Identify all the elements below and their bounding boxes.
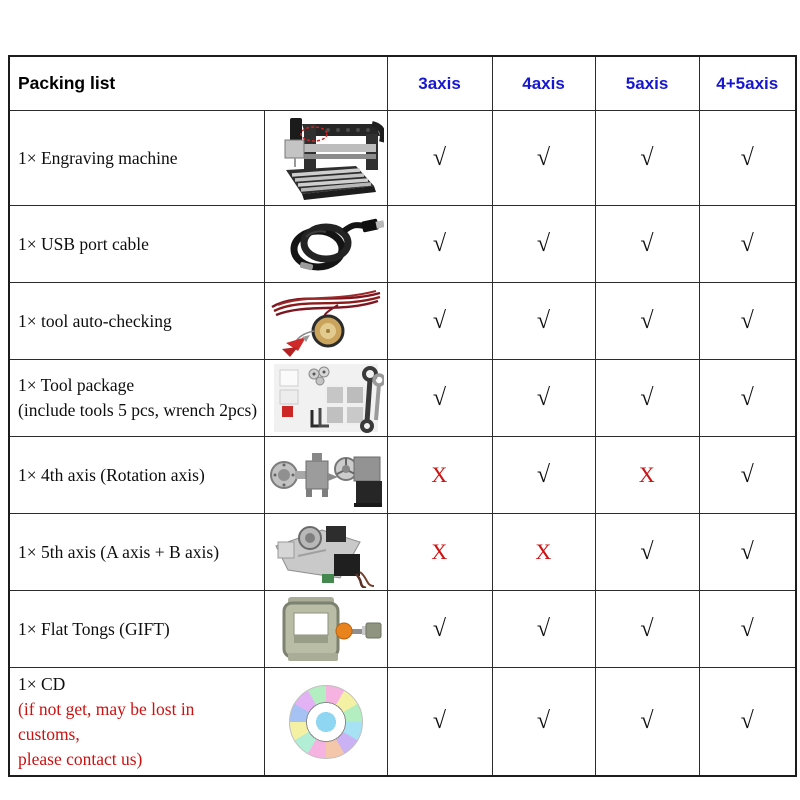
table-row-cd bbox=[9, 668, 796, 777]
availability-mark: √ bbox=[699, 360, 796, 437]
availability-mark: √ bbox=[595, 591, 699, 668]
usb-cable-photo-icon bbox=[268, 209, 384, 279]
availability-mark: √ bbox=[699, 111, 796, 206]
item-label-note: (if not get, may be lost in customs, bbox=[18, 698, 195, 744]
rotation-axis-photo-icon bbox=[268, 439, 384, 511]
availability-mark: √ bbox=[595, 111, 699, 206]
table-row-flat-tongs bbox=[9, 591, 796, 668]
table-row-engraving-machine bbox=[9, 111, 796, 206]
table-row-tool-auto-checking bbox=[9, 283, 796, 360]
column-header-5axis: 5axis bbox=[595, 56, 699, 111]
column-header-3axis: 3axis bbox=[387, 56, 492, 111]
availability-mark: √ bbox=[699, 668, 796, 777]
availability-mark: X bbox=[492, 514, 595, 591]
item-photo-cell bbox=[264, 591, 387, 668]
fifth-axis-photo-icon bbox=[268, 516, 384, 588]
header-row bbox=[9, 56, 796, 111]
item-label bbox=[9, 360, 264, 437]
availability-mark: √ bbox=[595, 360, 699, 437]
item-photo-cell bbox=[264, 668, 387, 777]
item-label-text: 1× tool auto-checking bbox=[18, 310, 172, 331]
availability-mark: √ bbox=[699, 206, 796, 283]
item-label-note: please contact us) bbox=[18, 748, 143, 769]
availability-mark: √ bbox=[387, 591, 492, 668]
availability-mark: √ bbox=[699, 437, 796, 514]
item-label-text: 1× 5th axis (A axis + B axis) bbox=[18, 541, 220, 562]
availability-mark: X bbox=[387, 437, 492, 514]
availability-mark: √ bbox=[492, 111, 595, 206]
availability-mark: √ bbox=[387, 668, 492, 777]
tool-sensor-photo-icon bbox=[268, 285, 384, 357]
availability-mark: X bbox=[595, 437, 699, 514]
availability-mark: √ bbox=[699, 591, 796, 668]
item-label bbox=[9, 514, 264, 591]
item-label-subtext: (include tools 5 pcs, wrench 2pcs) bbox=[18, 400, 258, 420]
availability-mark: √ bbox=[387, 283, 492, 360]
availability-mark: √ bbox=[492, 360, 595, 437]
availability-mark: √ bbox=[387, 360, 492, 437]
item-photo-cell bbox=[264, 206, 387, 283]
table-row-tool-package bbox=[9, 360, 796, 437]
cd-photo-icon bbox=[289, 685, 363, 759]
item-photo-cell bbox=[264, 437, 387, 514]
engraving-machine-photo-icon bbox=[268, 114, 384, 202]
availability-mark: √ bbox=[492, 591, 595, 668]
item-label bbox=[9, 668, 264, 777]
table-title: Packing list bbox=[9, 56, 387, 111]
availability-mark: X bbox=[387, 514, 492, 591]
tool-package-photo-icon bbox=[268, 362, 384, 434]
item-photo-cell bbox=[264, 111, 387, 206]
item-label-text: 1× 4th axis (Rotation axis) bbox=[18, 464, 205, 485]
flat-tongs-photo-icon bbox=[268, 593, 384, 665]
availability-mark: √ bbox=[492, 206, 595, 283]
item-label bbox=[9, 437, 264, 514]
item-label bbox=[9, 111, 264, 206]
item-photo-cell bbox=[264, 514, 387, 591]
item-label-text: 1× Engraving machine bbox=[18, 147, 178, 168]
availability-mark: √ bbox=[492, 668, 595, 777]
column-header-4plus5axis: 4+5axis bbox=[699, 56, 796, 111]
availability-mark: √ bbox=[699, 283, 796, 360]
item-label bbox=[9, 591, 264, 668]
availability-mark: √ bbox=[492, 437, 595, 514]
availability-mark: √ bbox=[595, 668, 699, 777]
availability-mark: √ bbox=[387, 111, 492, 206]
availability-mark: √ bbox=[387, 206, 492, 283]
item-label-text: 1× CD bbox=[18, 674, 66, 694]
item-label-text: 1× USB port cable bbox=[18, 233, 149, 254]
table-row-4th-axis bbox=[9, 437, 796, 514]
table-row-5th-axis bbox=[9, 514, 796, 591]
item-label bbox=[9, 283, 264, 360]
availability-mark: √ bbox=[595, 206, 699, 283]
item-photo-cell bbox=[264, 360, 387, 437]
column-header-4axis: 4axis bbox=[492, 56, 595, 111]
item-label-text: 1× Flat Tongs (GIFT) bbox=[18, 618, 170, 639]
item-photo-cell bbox=[264, 283, 387, 360]
availability-mark: √ bbox=[699, 514, 796, 591]
table-row-usb-cable bbox=[9, 206, 796, 283]
item-label bbox=[9, 206, 264, 283]
availability-mark: √ bbox=[492, 283, 595, 360]
availability-mark: √ bbox=[595, 283, 699, 360]
item-label-text: 1× Tool package bbox=[18, 375, 135, 396]
availability-mark: √ bbox=[595, 514, 699, 591]
packing-list-table bbox=[8, 55, 797, 777]
